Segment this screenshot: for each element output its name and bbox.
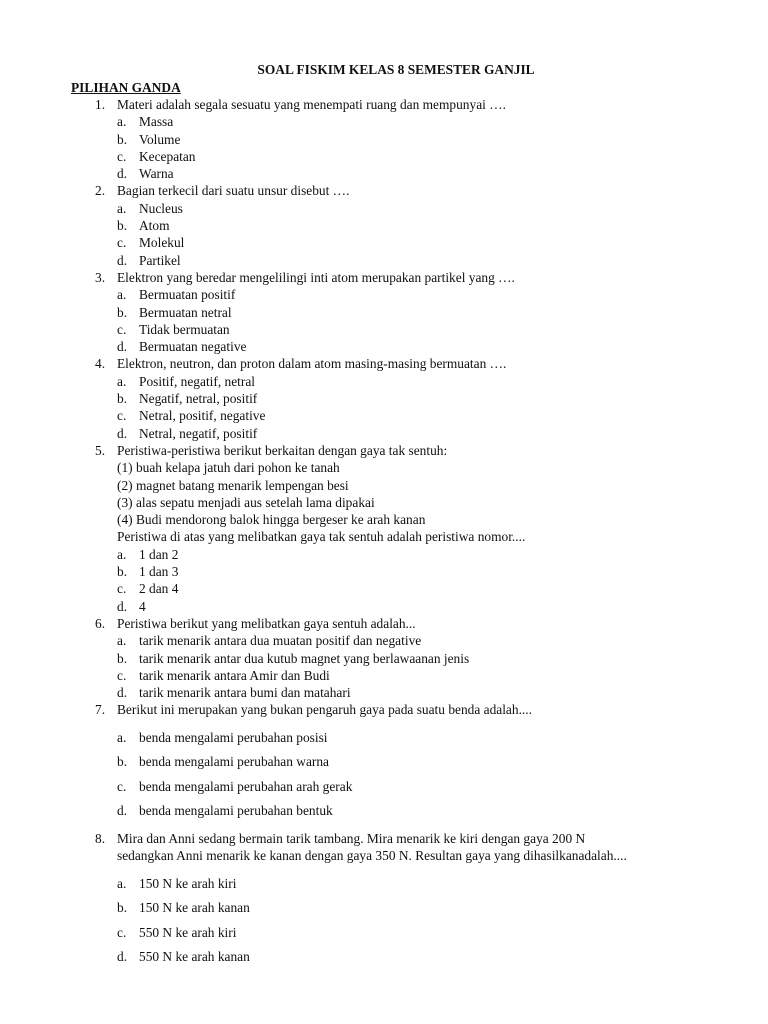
question-text-cont: sedangkan Anni menarik ke kanan dengan gaya 350 N. Resultan gaya yang dihasilkanadalah.... [117,848,627,864]
option-b [0,217,768,234]
statement-2: (2) magnet batang menarik lempengan besi [117,477,349,493]
option-text: benda mengalami perubahan posisi [139,729,328,745]
question-number: 4. [95,356,106,372]
question-number: 2. [95,183,106,199]
option-text: 550 N ke arah kanan [139,949,250,965]
option-text: Bermuatan positif [139,287,236,303]
option-text: Massa [139,114,174,130]
option-c [0,234,768,251]
question-5 [0,442,768,615]
option-text: 4 [139,598,146,614]
option-c [0,580,768,597]
option-d [0,252,768,269]
option-b [0,896,768,921]
option-text: 150 N ke arah kiri [139,875,237,891]
option-letter: c. [117,408,127,424]
option-letter: c. [117,148,127,164]
option-letter: b. [117,304,128,320]
question-8 [0,830,768,970]
option-text: Netral, negatif, positif [139,425,258,441]
option-letter: d. [117,339,128,355]
option-text: 1 dan 3 [139,564,179,580]
option-d [0,425,768,442]
option-text: Kecepatan [139,148,196,164]
option-text: Positif, negatif, netral [139,373,256,389]
option-letter: a. [117,200,127,216]
option-letter: c. [117,667,127,683]
option-a [0,286,768,303]
question-number: 7. [95,702,106,718]
statement-3: (3) alas sepatu menjadi aus setelah lama dipakai [117,494,375,510]
option-letter: a. [117,546,127,562]
statement-1: (1) buah kelapa jatuh dari pohon ke tanah [117,460,340,476]
option-a [0,373,768,390]
option-c [0,667,768,684]
option-text: 550 N ke arah kiri [139,924,237,940]
option-a [0,726,768,751]
option-letter: d. [117,803,128,819]
question-text: Elektron yang beredar mengelilingi inti atom merupakan partikel yang …. [117,269,515,285]
question-4 [0,355,768,441]
option-text: Molekul [139,235,185,251]
question-text: Elektron, neutron, dan proton dalam atom masing-masing bermuatan …. [117,356,507,372]
option-letter: a. [117,633,127,649]
option-text: Atom [139,218,170,234]
option-text: Tidak bermuatan [139,321,230,337]
option-text: Negatif, netral, positif [139,391,258,407]
option-d [0,598,768,615]
option-letter: b. [117,218,128,234]
option-text: Netral, positif, negative [139,408,266,424]
option-a [0,632,768,649]
question-number: 6. [95,615,106,631]
option-letter: a. [117,373,127,389]
option-d [0,945,768,970]
question-3 [0,269,768,355]
question-text: Peristiwa-peristiwa berikut berkaitan dengan gaya tak sentuh: [117,442,448,458]
option-letter: d. [117,425,128,441]
option-text: tarik menarik antara Amir dan Budi [139,667,330,683]
option-text: benda mengalami perubahan arah gerak [139,778,353,794]
option-text: tarik menarik antar dua kutub magnet yang berlawaanan jenis [139,650,470,666]
option-b [0,750,768,775]
option-text: Nucleus [139,200,183,216]
option-letter: d. [117,166,128,182]
option-c [0,775,768,800]
option-text: Bermuatan negative [139,339,247,355]
option-a [0,872,768,897]
option-text: Bermuatan netral [139,304,232,320]
option-text: 150 N ke arah kanan [139,900,250,916]
option-letter: a. [117,114,127,130]
question-text: Mira dan Anni sedang bermain tarik tambang. Mira menarik ke kiri dengan gaya 200 N [117,831,586,847]
option-letter: d. [117,252,128,268]
page-title: SOAL FISKIM KELAS 8 SEMESTER GANJIL [257,62,535,77]
question-number: 3. [95,269,106,285]
option-b [0,304,768,321]
option-letter: b. [117,754,128,770]
option-b [0,650,768,667]
option-letter: c. [117,581,127,597]
option-text: 2 dan 4 [139,581,179,597]
option-letter: d. [117,949,128,965]
option-d [0,799,768,824]
option-letter: d. [117,685,128,701]
option-b [0,390,768,407]
statement-4: (4) Budi mendorong balok hingga bergeser ke arah kanan [117,512,426,528]
option-c [0,321,768,338]
option-a [0,113,768,130]
option-text: benda mengalami perubahan warna [139,754,329,770]
question-number: 8. [95,831,106,847]
option-letter: c. [117,924,127,940]
option-b [0,131,768,148]
option-d [0,338,768,355]
option-text: tarik menarik antara dua muatan positif dan negative [139,633,422,649]
option-d [0,165,768,182]
question-text: Bagian terkecil dari suatu unsur disebut …. [117,183,350,199]
option-letter: c. [117,321,127,337]
option-letter: b. [117,564,128,580]
question-prompt: Peristiwa di atas yang melibatkan gaya tak sentuh adalah peristiwa nomor.... [117,529,526,545]
question-text: Peristiwa berikut yang melibatkan gaya sentuh adalah... [117,615,416,631]
option-text: Volume [139,131,181,147]
option-text: benda mengalami perubahan bentuk [139,803,333,819]
question-7 [0,701,768,824]
question-1 [0,96,768,182]
option-a [0,546,768,563]
option-letter: c. [117,235,127,251]
option-letter: b. [117,900,128,916]
option-c [0,407,768,424]
section-heading: PILIHAN GANDA [71,80,181,95]
option-letter: a. [117,875,127,891]
option-text: Warna [139,166,174,182]
option-letter: c. [117,778,127,794]
option-letter: a. [117,287,127,303]
option-letter: b. [117,650,128,666]
option-letter: a. [117,729,127,745]
question-list [0,96,768,970]
question-number: 5. [95,442,106,458]
option-text: Partikel [139,252,181,268]
option-text: 1 dan 2 [139,546,179,562]
question-text: Berikut ini merupakan yang bukan pengaruh gaya pada suatu benda adalah.... [117,702,532,718]
option-c [0,921,768,946]
question-text: Materi adalah segala sesuatu yang menempati ruang dan mempunyai …. [117,97,506,112]
option-letter: b. [117,391,128,407]
option-c [0,148,768,165]
option-letter: d. [117,598,128,614]
option-a [0,200,768,217]
option-b [0,563,768,580]
question-number: 1. [95,97,106,112]
question-2 [0,182,768,268]
option-d [0,684,768,701]
question-6 [0,615,768,701]
option-text: tarik menarik antara bumi dan matahari [139,685,351,701]
option-letter: b. [117,131,128,147]
